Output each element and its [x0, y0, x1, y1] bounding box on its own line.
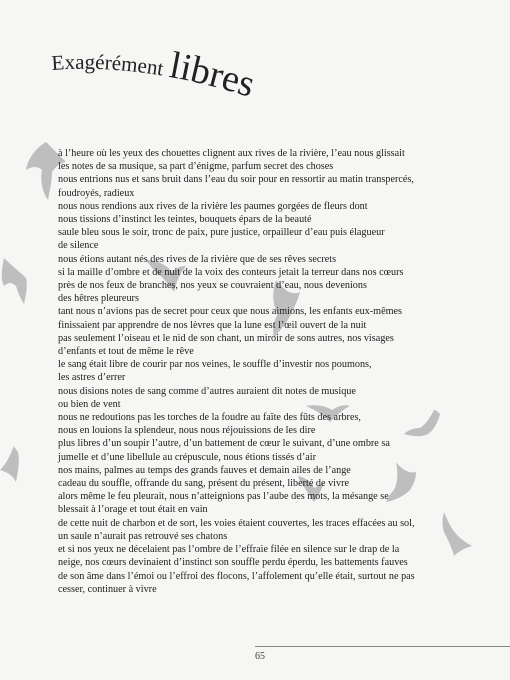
- poem-body: [58, 147, 456, 596]
- poem-line: cesser, continuer à vivre: [58, 583, 157, 595]
- footer-rule: [255, 646, 510, 647]
- poem-line: foudroyés, radieux: [58, 187, 135, 199]
- poem-line: nous tissions d’instinct les teintes, bouquets épars de la beauté: [58, 214, 312, 226]
- poem-line: saule bleu sous le soir, tronc de paix, pure justice, orpailleur d’eau puis élagueur: [58, 227, 385, 239]
- poem-line: jumelle et d’une libellule au crépuscule, nous étions tissés d’air: [58, 451, 317, 463]
- poem-line: de cette nuit de charbon et de sort, les voies étaient couvertes, les traces effacées au sol,: [58, 517, 415, 529]
- svg-text:Exagérément libres: [51, 44, 260, 106]
- poem-line: pas seulement l’oiseau et le nid de son chant, un miroir de sons autres, nos visages: [58, 332, 394, 344]
- poem-line: de son âme dans l’émoi ou l’effroi des flocons, l’affolement qu’elle était, surtout ne pas: [58, 570, 415, 582]
- poem-line: nous nous rendions aux rives de la rivière les paumes gorgées de fleurs dont: [58, 200, 368, 212]
- poem-line: cadeau du souffle, offrande du sang, présent du présent, liberté de vivre: [58, 478, 349, 490]
- poem-line: nos mains, palmes au temps des grands fauves et demain ailes de l’ange: [58, 464, 351, 476]
- poem-line: si la maille d’ombre et de nuit de la voix des conteurs jetait la terreur dans nos cœurs: [58, 266, 404, 278]
- poem-line: blessait à l’orage et tout était en vain: [58, 504, 208, 516]
- page-number: 65: [255, 651, 265, 662]
- poem-line: le sang était libre de courir par nos veines, le souffle d’investir nos poumons,: [58, 359, 372, 371]
- poem-line: nous disions notes de sang comme d’autres auraient dit notes de musique: [58, 385, 356, 397]
- poem-line: nous entrions nus et sans bruit dans l’eau du soir pour en ressortir au matin transpercés,: [58, 174, 414, 186]
- chapter-title: [40, 40, 360, 150]
- poem-line: près de nos feux de branches, nos yeux se couvraient d’eau, nous devenions: [58, 280, 367, 292]
- title-part-2: libres: [166, 44, 260, 106]
- poem-line: d’enfants et tout de même le rêve: [58, 346, 194, 358]
- poem-line: plus libres d’un soupir l’autre, d’un battement de cœur le suivant, d’une ombre sa: [58, 438, 390, 450]
- poem-line: nous en louions la splendeur, nous nous réjouissions de les dire: [58, 425, 316, 437]
- poem-line: les notes de sa musique, sa part d’énigme, parfum secret des choses: [58, 161, 334, 173]
- poem-line: et si nos yeux ne décelaient pas l’ombre de l’effraie filée en silence sur le drap de la: [58, 544, 400, 556]
- poem-line: tant nous n’avions pas de secret pour ceux que nous aimions, les enfants eux-mêmes: [58, 306, 403, 318]
- title-part-1: Exagérément: [50, 49, 166, 81]
- poem-line: finissaient par apprendre de nos lèvres que la lune est l’œil ouvert de la nuit: [58, 319, 367, 331]
- poem-line: à l’heure où les yeux des chouettes clignent aux rives de la rivière, l’eau nous glissait: [58, 148, 405, 159]
- poem-line: alors même le feu pleurait, nous n’atteignions pas l’aube des mots, la mésange se: [58, 491, 389, 503]
- poem-line: neige, nos cœurs devinaient d’instinct son souffle perdu éperdu, les battements fauves: [58, 557, 408, 569]
- bird-icon: [0, 446, 20, 482]
- bird-icon: [0, 258, 28, 304]
- poem-line: de silence: [58, 240, 99, 252]
- poem-line: les astres d’errer: [58, 372, 126, 384]
- poem-line: nous étions autant nés des rives de la rivière que de ses rêves secrets: [58, 253, 337, 265]
- poem-line: nous ne redoutions pas les torches de la foudre au faîte des fûts des arbres,: [58, 412, 361, 424]
- poem-line: ou bien de vent: [58, 398, 121, 410]
- poem-line: des hêtres pleureurs: [58, 293, 139, 305]
- poem-line: un saule n’aurait pas retrouvé ses chatons: [58, 530, 228, 542]
